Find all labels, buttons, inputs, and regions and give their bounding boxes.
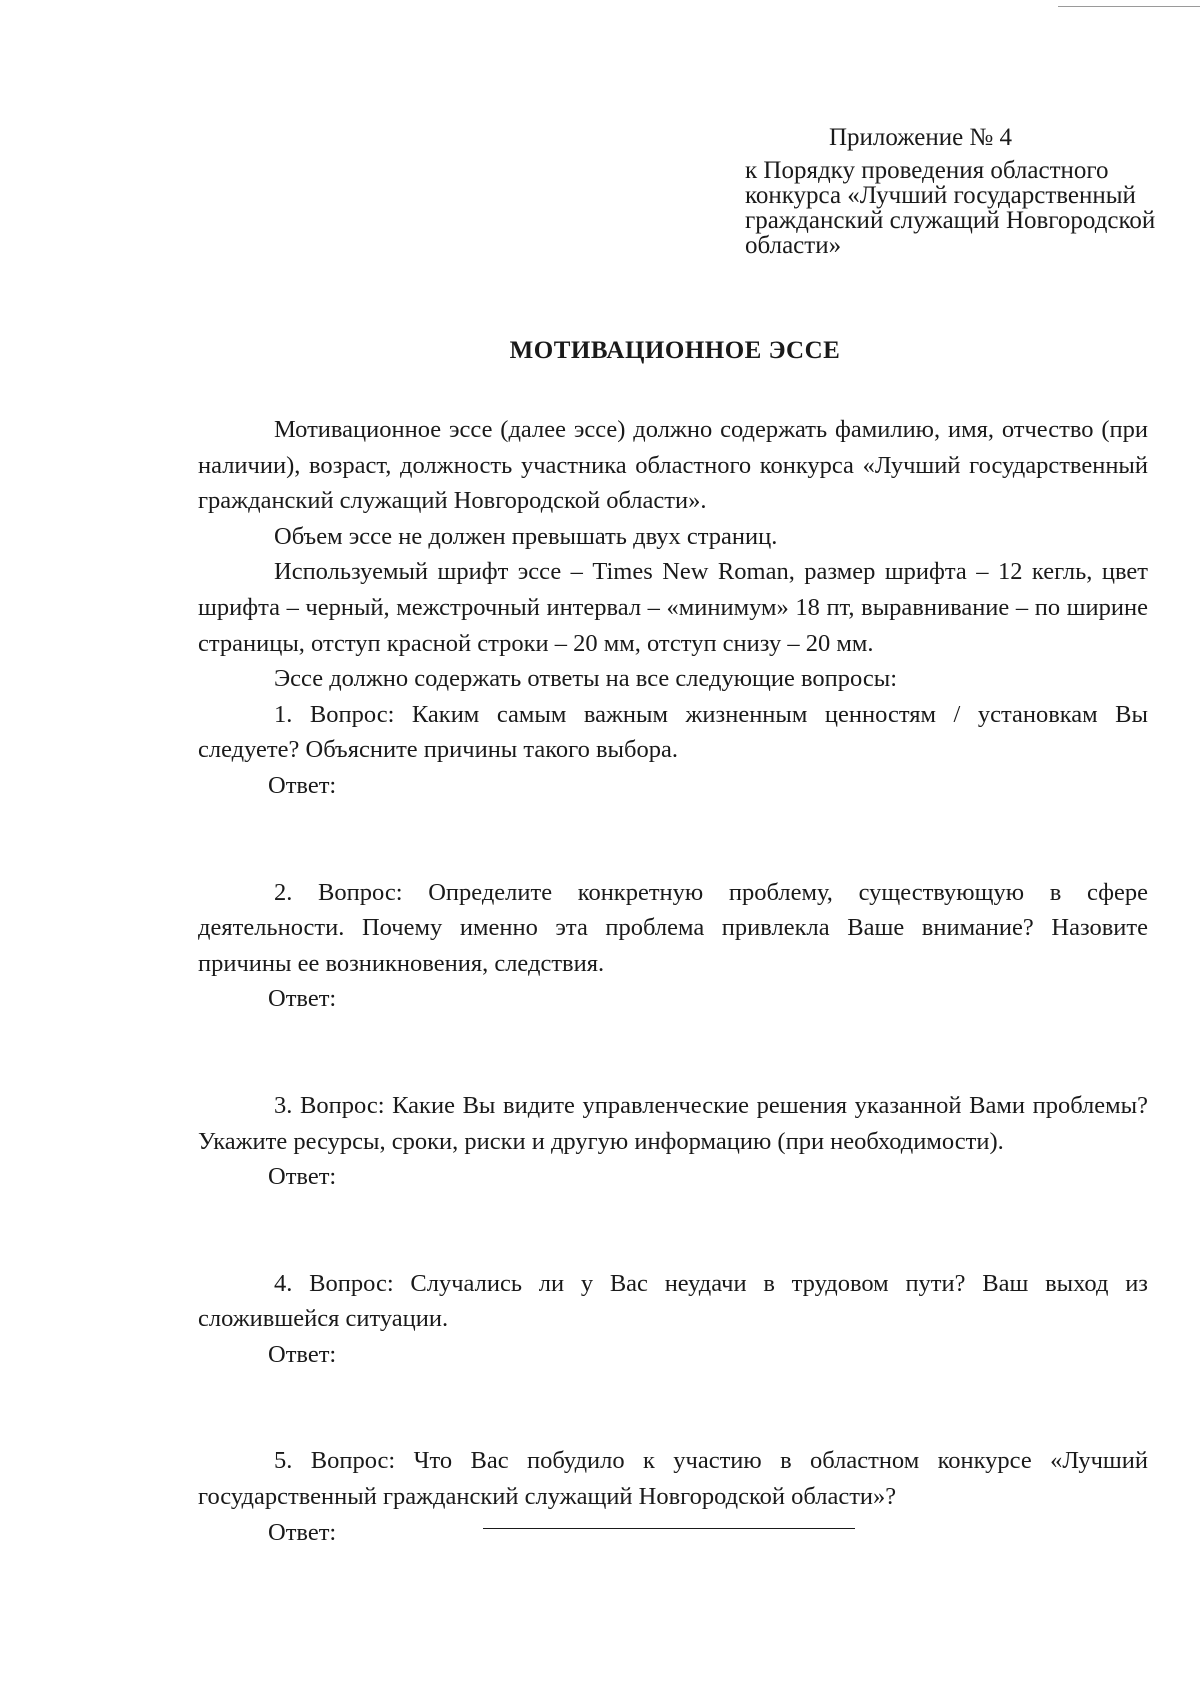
intro-paragraph: Объем эссе не должен превышать двух страниц. xyxy=(274,522,778,550)
intro-paragraph: Мотивационное эссе (далее эссе) должно содержать фамилию, имя, отчество (при наличии), возраст, должность участника областного конкурса «Лучший государственный гражданский служащий Новгородской области». xyxy=(198,416,1148,515)
question-1: 1. Вопрос: Каким самым важным жизненным ценностям / установкам Вы следуете? Объясните причины такого выбора. xyxy=(198,700,1148,764)
answer-label-1: Ответ: xyxy=(268,771,337,799)
scan-edge-line xyxy=(1058,6,1200,7)
answer-label-2: Ответ: xyxy=(268,985,337,1013)
intro-paragraph: Используемый шрифт эссе – Times New Roman, размер шрифта – 12 кегль, цвет шрифта – черный, межстрочный интервал – «минимум» 18 пт, выравнивание – по ширине страницы, отступ красной строки – 20 мм, отступ снизу – 20 мм. xyxy=(198,558,1148,657)
document-body xyxy=(198,412,1148,1550)
end-separator-line xyxy=(483,1528,855,1529)
question-5: 5. Вопрос: Что Вас побудило к участию в областном конкурсе «Лучший государственный гражданский служащий Новгородской области»? xyxy=(198,1447,1148,1511)
answer-label-5: Ответ: xyxy=(268,1518,337,1546)
question-4: 4. Вопрос: Случались ли у Вас неудачи в трудовом пути? Ваш выход из сложившейся ситуации. xyxy=(198,1269,1148,1333)
question-3: 3. Вопрос: Какие Вы видите управленческие решения указанной Вами проблемы? Укажите ресурсы, сроки, риски и другую информацию (при необходимости). xyxy=(198,1091,1148,1155)
answer-label-3: Ответ: xyxy=(268,1163,337,1191)
appendix-number: Приложение № 4 xyxy=(829,124,1013,151)
answer-label-4: Ответ: xyxy=(268,1340,337,1368)
intro-paragraph: Эссе должно содержать ответы на все следующие вопросы: xyxy=(274,665,898,693)
page-title: МОТИВАЦИОННОЕ ЭССЕ xyxy=(509,337,841,364)
question-2: 2. Вопрос: Определите конкретную проблему, существующую в сфере деятельности. Почему именно эта проблема привлекла Ваше внимание? Назовите причины ее возникновения, следствия. xyxy=(198,878,1148,977)
appendix-reference: к Порядку проведения областного конкурса «Лучший государственный гражданский служащий Новгородской области» xyxy=(745,157,1156,259)
